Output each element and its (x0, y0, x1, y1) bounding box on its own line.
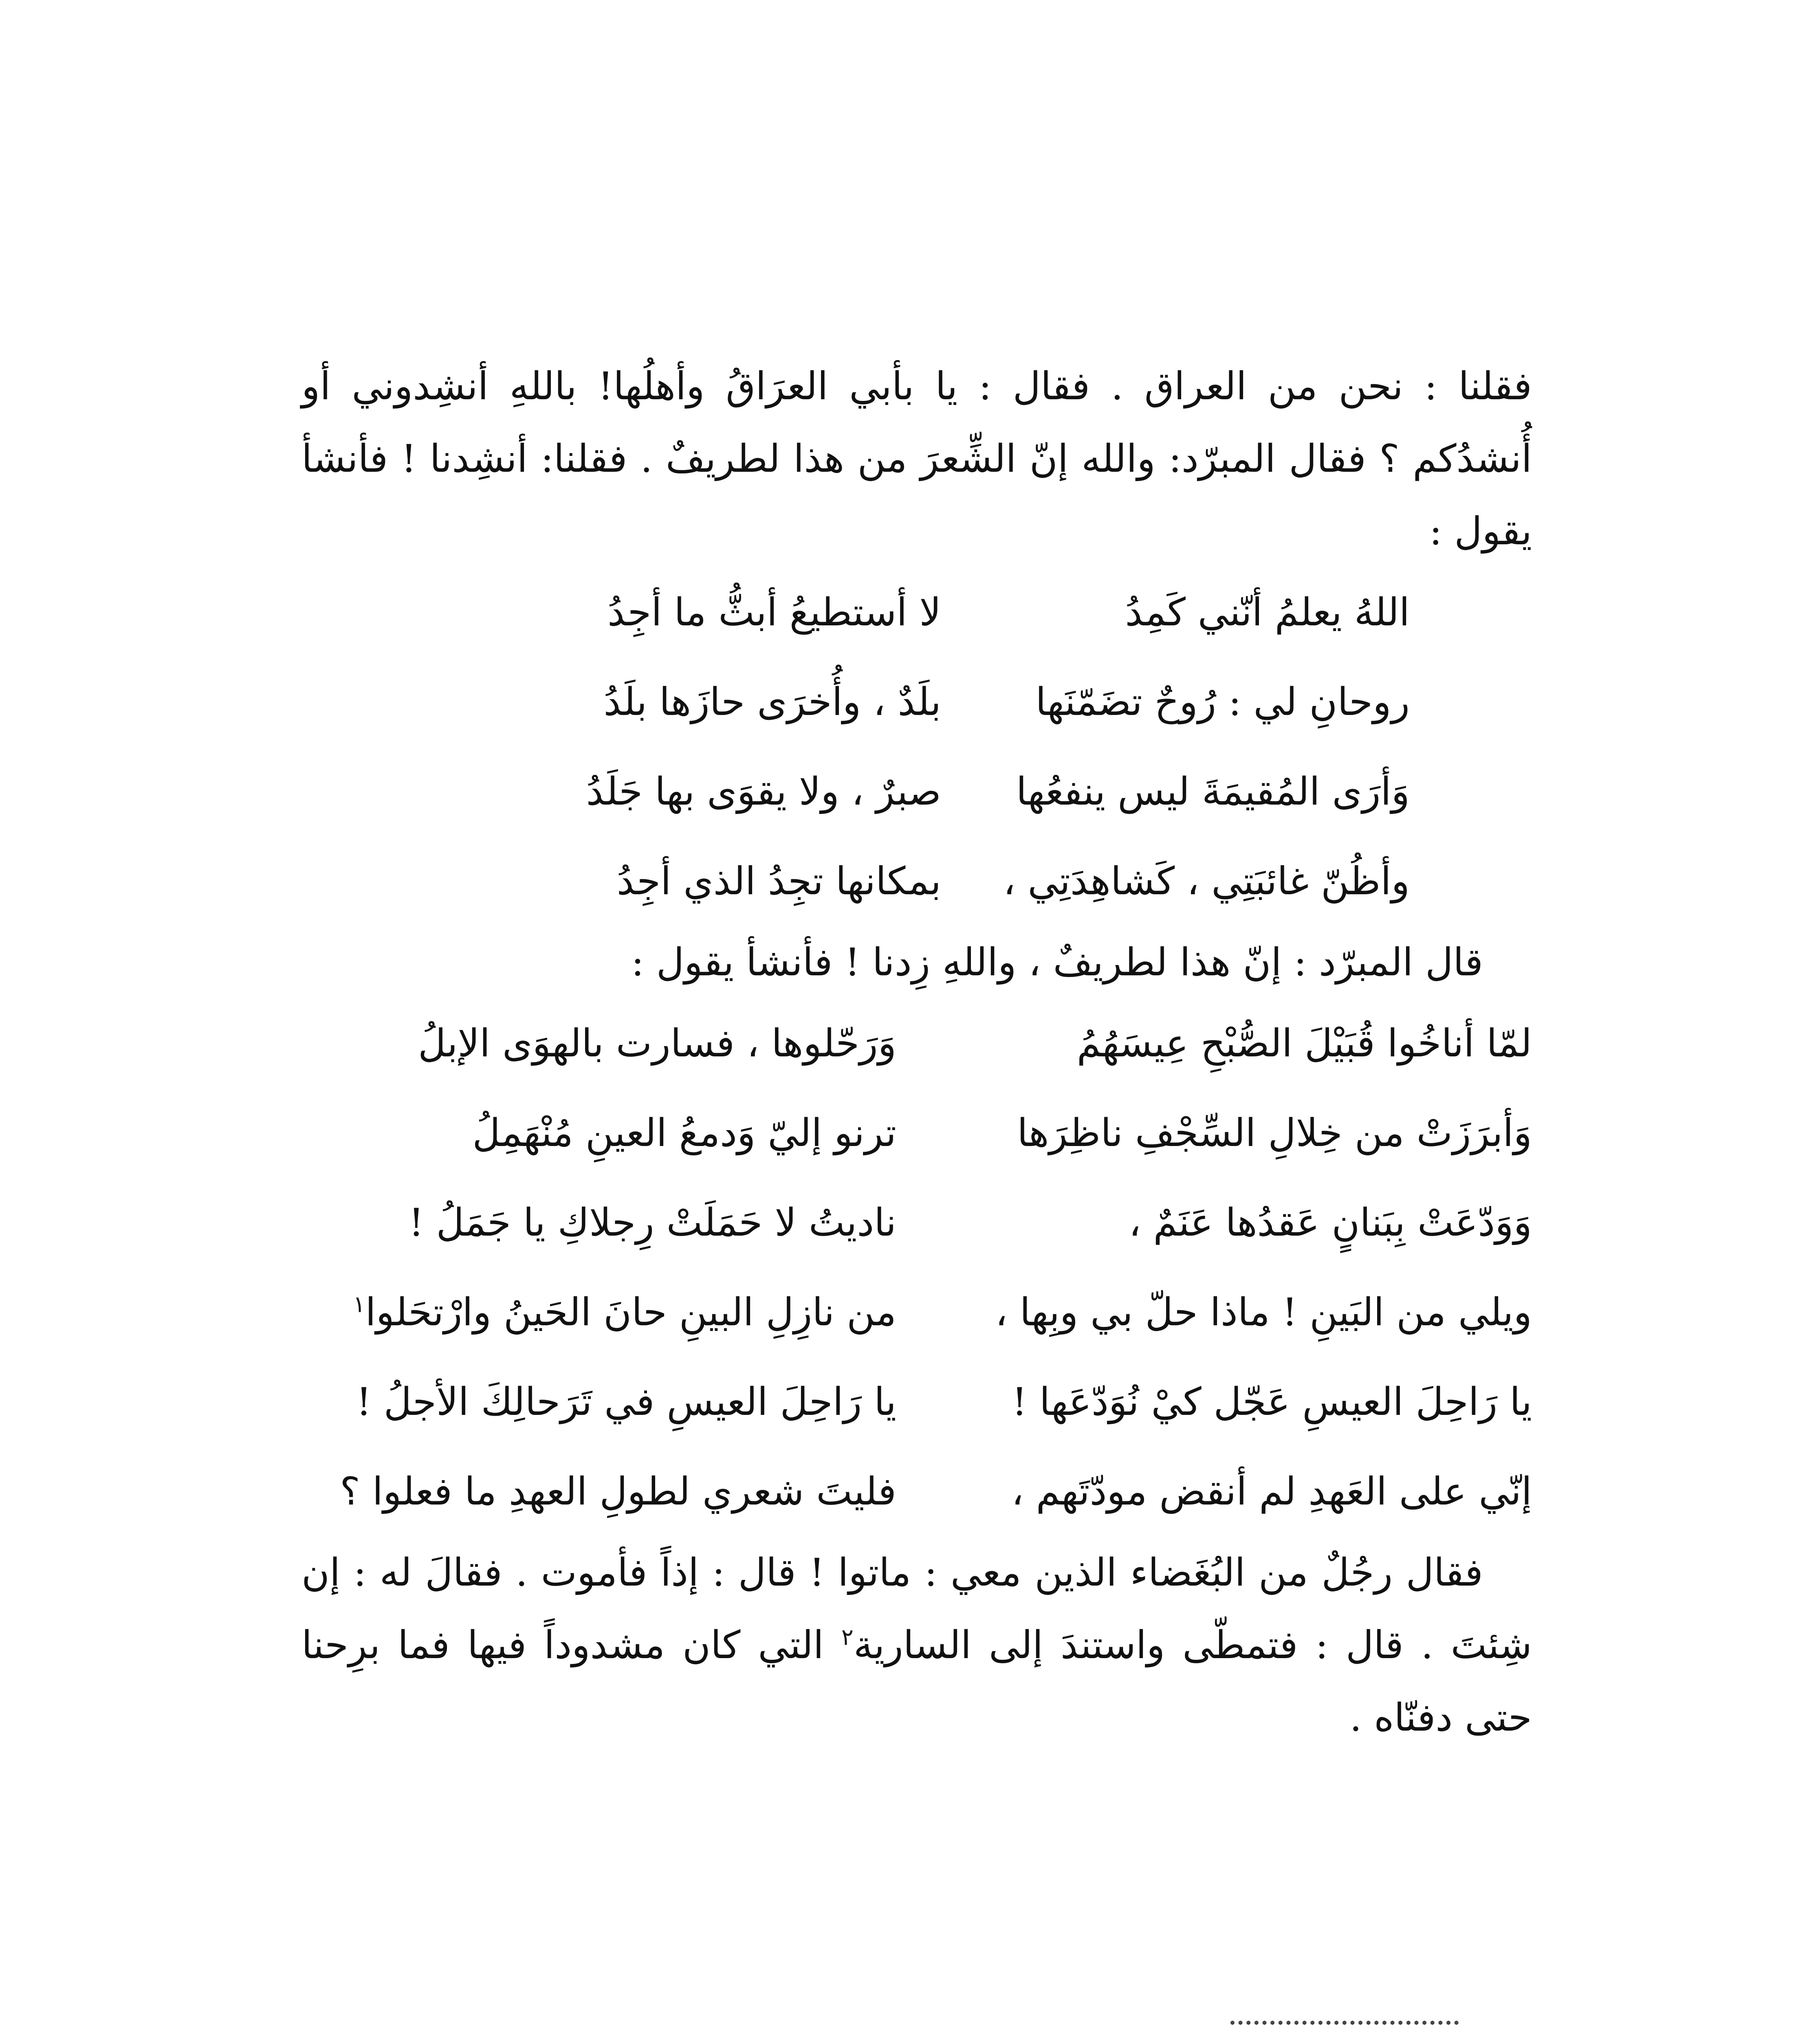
verse-line (301, 568, 1410, 658)
verse-first-hemistich: وَأرَى المُقيمَةَ ليس ينفعُها (1016, 770, 1410, 814)
verse-second-hemistich: ترنو إليّ وَدمعُ العينِ مُنْهَمِلُ (472, 1111, 896, 1155)
verse-line (301, 1268, 1532, 1357)
verse-first-hemistich: يا رَاحِلَ العيسِ عَجّل كيْ نُوَدّعَها ! (1012, 1380, 1532, 1424)
page-body (301, 350, 1532, 1754)
footnote-marker: ٢ (841, 1624, 854, 1651)
verse-line (301, 658, 1410, 747)
verse-line (301, 1089, 1532, 1178)
verse-line (301, 747, 1410, 837)
closing-text-after-note: التي كان مشدوداً فيها فما برِحنا حتى دفنّاه . (301, 1623, 1532, 1740)
poem-2 (301, 999, 1532, 1537)
verse-first-hemistich: وأظُنّ غائبَتِي ، كَشاهِدَتِي ، (1003, 859, 1410, 904)
intro-paragraph: فقلنا : نحن من العراق . فقال : يا بأبي العرَاقُ وأهلُها! باللهِ أنشِدوني أو أُنشدُكم ؟ فقال المبرّد: والله إنّ الشِّعرَ من هذا لطريفٌ . فقلنا: أنشِدنا ! فأنشأ يقول : (301, 364, 1532, 554)
footnote-marker: ١ (353, 1291, 365, 1318)
verse-second-hemistich: وَرَحّلوها ، فسارت بالهوَى الإبلُ (418, 1021, 896, 1066)
verse-line (301, 1178, 1532, 1268)
poem-1 (301, 568, 1410, 926)
verse-line (301, 999, 1532, 1089)
verse-first-hemistich: لمّا أناخُوا قُبَيْلَ الصُّبْحِ عِيسَهُمُ (1076, 1021, 1532, 1066)
verse-first-hemistich: إنّي على العَهدِ لم أنقض مودّتَهم ، (1011, 1469, 1532, 1514)
verse-second-hemistich: فليتَ شعري لطولِ العهدِ ما فعلوا ؟ (340, 1469, 896, 1514)
verse-second-hemistich: يا رَاحِلَ العيسِ في تَرَحالِكَ الأجلُ ! (356, 1380, 896, 1424)
verse-second-hemistich: بمكانها تجِدُ الذي أجِدُ (616, 859, 941, 904)
verse-second-hemistich-text: من نازِلِ البينِ حانَ الحَينُ وارْتحَلوا (365, 1290, 896, 1335)
verse-line (301, 1357, 1532, 1447)
verse-first-hemistich: وَوَدّعَتْ بِبَنانٍ عَقدُها عَنَمٌ ، (1129, 1201, 1532, 1245)
verse-first-hemistich: وَأبرَزَتْ من خِلالِ السِّجْفِ ناظِرَها (1017, 1111, 1532, 1155)
footnote-separator (1230, 2021, 1459, 2033)
verse-first-hemistich: ويلي من البَينِ ! ماذا حلّ بي وبِها ، (995, 1290, 1532, 1335)
verse-second-hemistich: لا أستطيعُ أبثُّ ما أجِدُ (607, 590, 941, 635)
verse-second-hemistich: بلَدٌ ، وأُخرَى حازَها بلَدُ (603, 680, 941, 724)
verse-second-hemistich: ناديتُ لا حَمَلَتْ رِجلاكِ يا جَمَلُ ! (408, 1201, 896, 1245)
closing-paragraph (301, 1537, 1532, 1754)
middle-line: قال المبرّد : إنّ هذا لطريفٌ ، واللهِ زِدنا ! فأنشأ يقول : (631, 940, 1483, 985)
verse-second-hemistich (301, 1268, 896, 1357)
verse-second-hemistich: صبرٌ ، ولا يقوَى بها جَلَدُ (586, 770, 941, 814)
closing-text-before-note: فقال رجُلٌ من البُغَضاء الذين معي : ماتوا ! قال : إذاً فأموت . فقالَ له : إن شِئتَ . قال : فتمطّى واستندَ إلى السارية (301, 1551, 1532, 1667)
verse-line (301, 1447, 1532, 1537)
verse-first-hemistich: اللهُ يعلمُ أنّني كَمِدُ (1125, 590, 1410, 635)
verse-first-hemistich: روحانِ لي : رُوحٌ تضَمّنَها (1035, 680, 1410, 724)
verse-line (301, 837, 1410, 926)
